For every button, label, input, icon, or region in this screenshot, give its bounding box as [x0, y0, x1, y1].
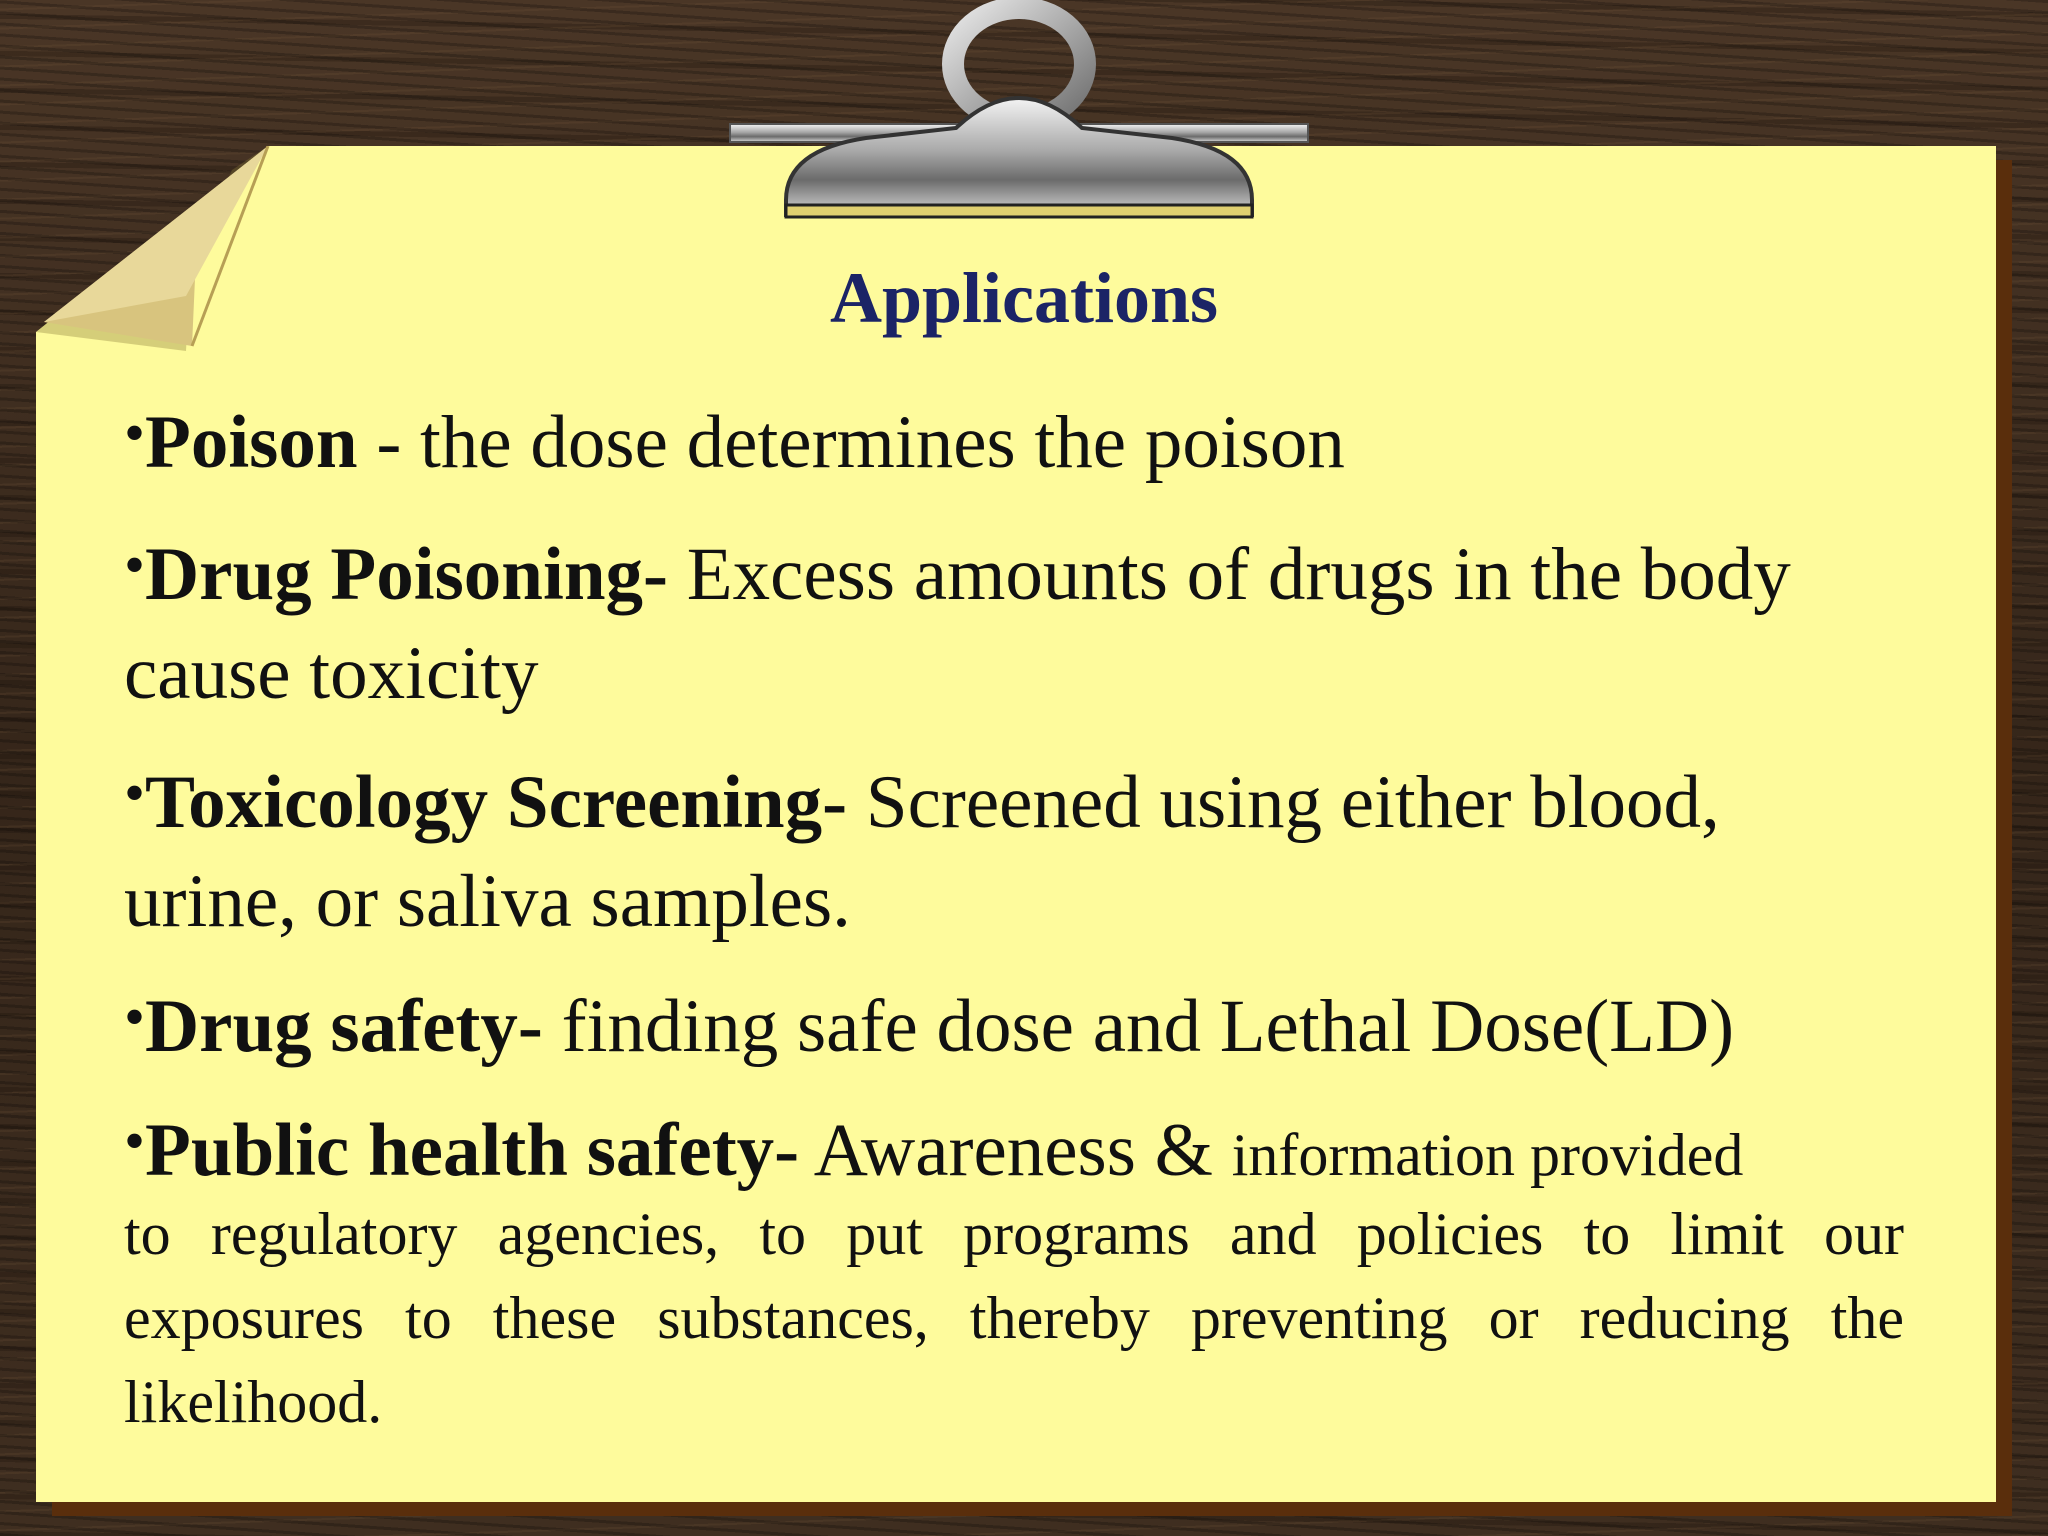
- bullet-term: Toxicology Screening-: [145, 761, 848, 844]
- bullet-glyph: •: [124, 400, 146, 466]
- bullet-text: - the dose determines the poison: [357, 401, 1345, 484]
- bullet-term: Public health safety-: [145, 1109, 800, 1192]
- bullet-text: finding safe dose and Lethal Dose(LD): [542, 985, 1735, 1068]
- bullet-glyph: •: [124, 984, 146, 1050]
- bullet-text: Screened using either blood, urine, or saliva samples.: [124, 761, 1720, 943]
- bullet-item-public-health-safety: [124, 1096, 1904, 1200]
- bullet-term: Drug Poisoning-: [145, 533, 669, 616]
- bullet-item-poison: [124, 384, 1904, 492]
- bullet-item-drug-poisoning: [124, 516, 1904, 723]
- binder-clip-icon: [726, 0, 1312, 230]
- bullet-item-drug-safety: [124, 968, 1904, 1076]
- bullet-text-large: Awareness &: [799, 1109, 1232, 1192]
- bullet-glyph: •: [124, 760, 146, 826]
- slide-title: Applications: [829, 258, 1219, 338]
- bullet-text: Excess amounts of drugs in the body cause toxicity: [124, 533, 1791, 715]
- bullet-text-small: information provided: [1231, 1122, 1744, 1188]
- bullet-term: Poison: [145, 401, 358, 484]
- bullet-item-toxicology-screening: [124, 744, 1904, 951]
- bullet-item-public-health-safety-body: to regulatory agencies, to put programs and policies to limit our exposures to these substances, thereby preventing or reducing the likelihood.: [124, 1201, 1904, 1435]
- bullet-glyph: •: [124, 1108, 146, 1174]
- bullet-glyph: •: [124, 532, 146, 598]
- bullet-term: Drug safety-: [145, 985, 543, 1068]
